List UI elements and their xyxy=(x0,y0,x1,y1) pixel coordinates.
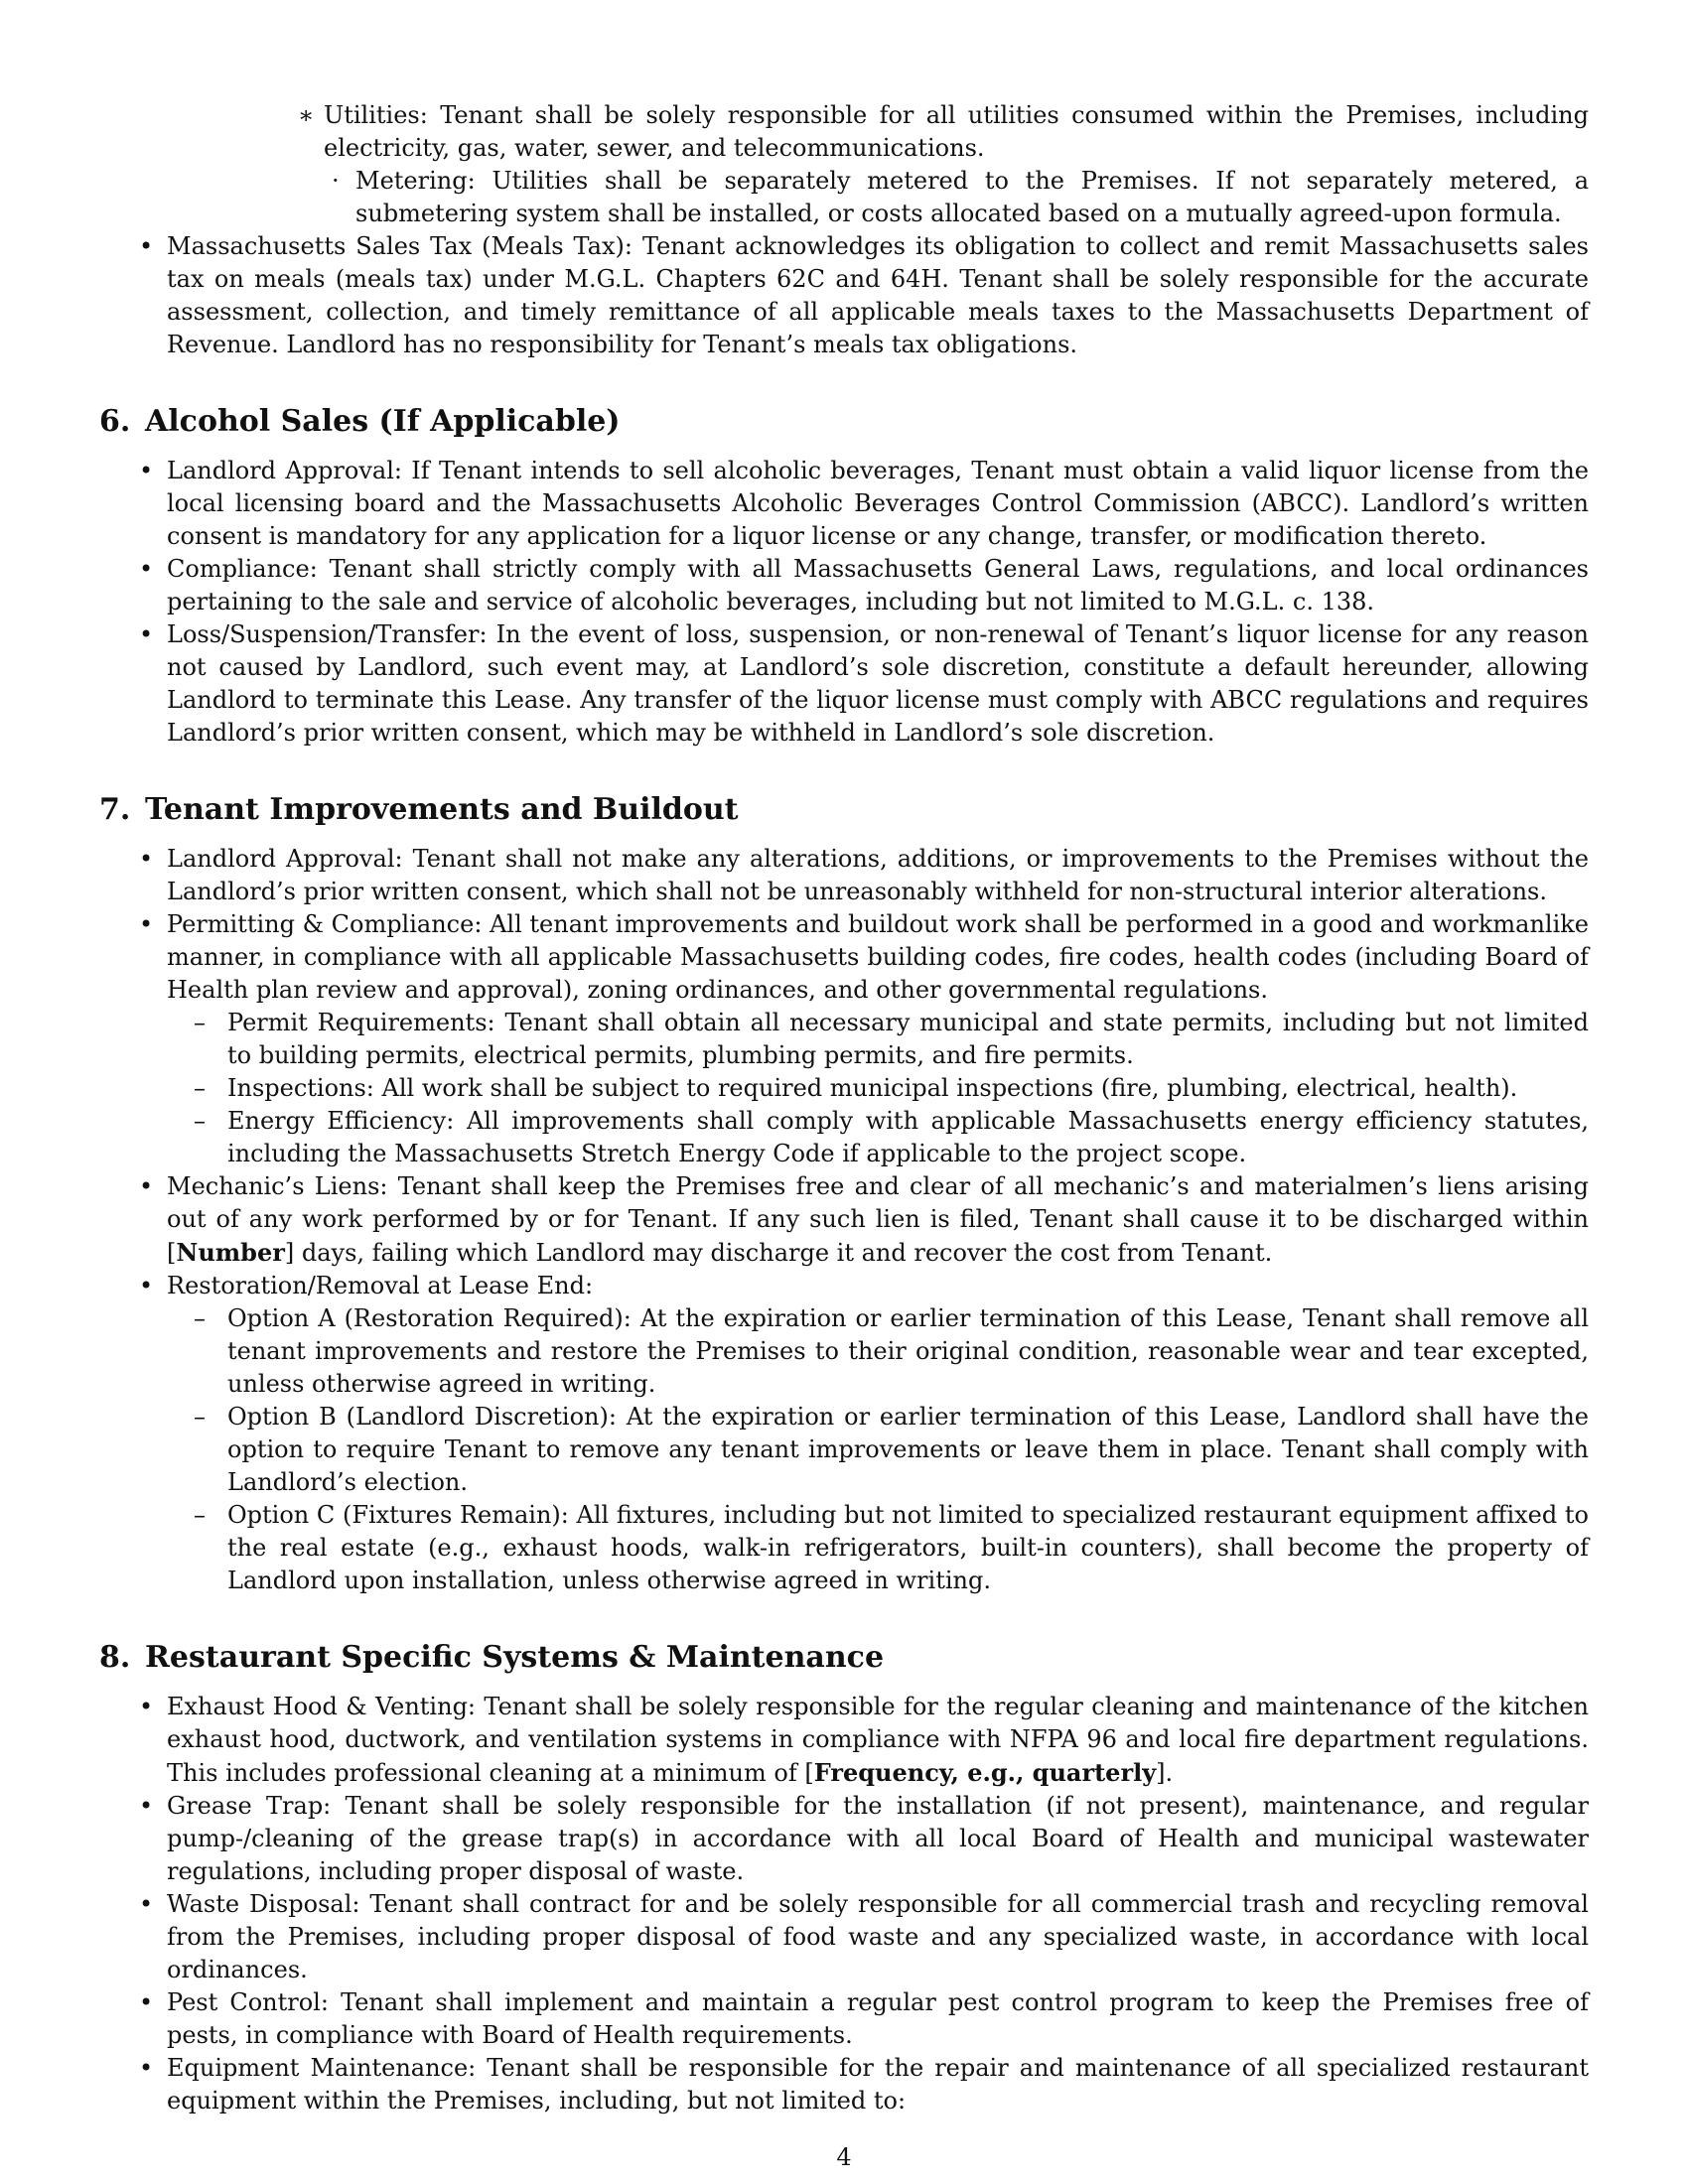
restoration-sublist xyxy=(167,1302,1589,1597)
bullet-marker: • xyxy=(139,845,154,873)
item-text: All work shall be subject to required municipal inspections (fire, plumbing, electrical, health). xyxy=(381,1074,1518,1102)
bullet-marker: • xyxy=(139,232,154,260)
item-label: Permit Requirements: xyxy=(227,1009,495,1036)
item-label: Landlord Approval: xyxy=(167,845,403,873)
list-item xyxy=(99,618,1589,750)
sub-list-item xyxy=(167,1072,1589,1105)
item-text: days, failing which Landlord may discharge it and recover the cost from Tenant. xyxy=(301,1239,1273,1267)
bullet-marker: • xyxy=(139,1272,154,1299)
list-item xyxy=(99,1270,1589,1597)
list-item xyxy=(99,230,1589,361)
item-text: In the event of loss, suspension, or non-renewal of Tenant’s liquor license for any reason not caused by Landlord, such event may, at Landlord’s sole discretion, constitute a default hereunder, allowing Landlord to terminate this Lease. Any transfer of the liquor license must comply with ABCC regulations and requires Landlord’s prior written consent, which may be withheld in Landlord’s sole discretion. xyxy=(167,620,1589,747)
placeholder-field: Frequency, e.g., quarterly xyxy=(813,1758,1157,1787)
item-label: Grease Trap: xyxy=(167,1792,332,1820)
item-label: Waste Disposal: xyxy=(167,1890,360,1918)
item-label: Energy Efficiency: xyxy=(227,1107,455,1135)
item-label: Restoration/Removal at Lease End: xyxy=(167,1272,594,1299)
placeholder-field: Number xyxy=(176,1238,285,1267)
dash-marker: – xyxy=(194,1009,206,1036)
item-label: Loss/Suspension/Transfer: xyxy=(167,620,488,648)
item-text: At the expiration or earlier termination of this Lease, Tenant shall remove all tenant improvements and restore the Premises to their original condition, reasonable wear and tear excepted, unless otherwise agreed in writing. xyxy=(227,1304,1589,1398)
section-heading xyxy=(99,403,1589,441)
dash-marker: – xyxy=(194,1074,206,1102)
utilities-list xyxy=(99,99,1589,230)
item-label: Landlord Approval: xyxy=(167,457,402,484)
item-text: Tenant shall implement and maintain a regular pest control program to keep the Premises free of pests, in compliance with Board of Health requirements. xyxy=(167,1988,1590,2049)
section-heading xyxy=(99,1639,1589,1677)
item-text: Tenant shall be solely responsible for the installation (if not present), maintenance, and regular pump-/cleaning of the grease trap(s) in accordance with all local Board of Health and municipal wastewater regulations, including proper disposal of waste. xyxy=(167,1792,1589,1885)
section-title: Tenant Improvements and Buildout xyxy=(145,792,739,827)
section-title: Restaurant Specific Systems & Maintenance xyxy=(145,1640,885,1675)
list-item xyxy=(280,99,1589,230)
item-text: Tenant shall strictly comply with all Massachusetts General Laws, regulations, and local ordinances pertaining to the sale and service of alcoholic beverages, including but not limited to M.G.L. c. 138. xyxy=(167,555,1589,615)
item-label: Massachusetts Sales Tax (Meals Tax): xyxy=(167,232,633,260)
page-content xyxy=(99,99,1589,2117)
item-text: Tenant shall be responsible for the repair and maintenance of all specialized restaurant equipment within the Premises, including, but not limited to: xyxy=(167,2054,1589,2115)
list-item: • Mechanic’s Liens: Tenant shall keep the Premises free and clear of all mechanic’s and materialmen’s liens arising out of any work performed by or for Tenant. If any such lien is filed, Tenant shall cause it to be discharged within [Number] days, failing which Landlord may discharge it and recover the cost from Tenant. xyxy=(139,1172,1589,1267)
sub-list-item xyxy=(167,1302,1589,1401)
item-label: Option A (Restoration Required): xyxy=(227,1304,632,1332)
list-item xyxy=(99,1790,1589,1888)
bullet-marker: • xyxy=(139,457,154,484)
item-text: Tenant shall keep the Premises free and clear of all mechanic’s and materialmen’s liens arising out of any work performed by or for Tenant. If any such lien is filed, Tenant shall cause it to be discharged within xyxy=(167,1172,1589,1233)
page-number: 4 xyxy=(836,2143,852,2171)
item-label: Option C (Fixtures Remain): xyxy=(227,1501,569,1529)
asterisk-marker: ∗ xyxy=(298,101,315,129)
item-label: Option B (Landlord Discretion): xyxy=(227,1403,617,1431)
permitting-sublist xyxy=(167,1007,1589,1170)
item-text: . xyxy=(1165,1759,1174,1787)
section6-list xyxy=(99,455,1589,750)
sub-list-item xyxy=(167,1499,1589,1597)
section7-list xyxy=(99,843,1589,1597)
bullet-marker: • xyxy=(139,1890,154,1918)
list-item xyxy=(99,1986,1589,2052)
item-text: All improvements shall comply with applicable Massachusetts energy efficiency statutes, including the Massachusetts Stretch Energy Code if applicable to the project scope. xyxy=(227,1107,1590,1167)
list-item xyxy=(324,165,1589,230)
item-text: Tenant shall obtain all necessary municipal and state permits, including but not limited to building permits, electrical permits, plumbing permits, and fire permits. xyxy=(227,1009,1590,1069)
item-label: Mechanic’s Liens: xyxy=(167,1172,388,1200)
item-label: Utilities: xyxy=(324,101,428,129)
bullet-marker: • xyxy=(139,2054,154,2082)
dash-marker: – xyxy=(194,1501,206,1529)
item-label: Exhaust Hood & Venting: xyxy=(167,1693,477,1720)
list-item xyxy=(99,1888,1589,1986)
bullet-marker: • xyxy=(139,1693,154,1720)
section5-list xyxy=(99,230,1589,361)
item-text: Tenant shall not make any alterations, additions, or improvements to the Premises without the Landlord’s prior written consent, which shall not be unreasonably withheld for non-structural interior alterations. xyxy=(167,845,1589,905)
sub-list-item xyxy=(167,1401,1589,1499)
item-text: All fixtures, including but not limited to specialized restaurant equipment affixed to the real estate (e.g., exhaust hoods, walk-in refrigerators, built-in counters), shall become the property of Landlord upon installation, unless otherwise agreed in writing. xyxy=(227,1501,1589,1594)
item-label: Compliance: xyxy=(167,555,318,583)
metering-list xyxy=(324,165,1589,230)
item-label: Pest Control: xyxy=(167,1988,329,2016)
dash-marker: – xyxy=(194,1304,206,1332)
section-number: 8. xyxy=(99,1640,131,1675)
item-text: Tenant shall contract for and be solely responsible for all commercial trash and recycling removal from the Premises, including proper disposal of food waste and any specialized waste, in accordance with local ordinances. xyxy=(167,1890,1589,1983)
list-item xyxy=(99,553,1589,618)
dash-marker: – xyxy=(194,1107,206,1135)
bullet-marker: • xyxy=(139,620,154,648)
list-item xyxy=(99,2052,1589,2117)
item-text: Utilities shall be separately metered to the Premises. If not separately metered, a submetering system shall be installed, or costs allocated based on a mutually agreed-upon formula. xyxy=(355,167,1590,227)
bullet-marker: • xyxy=(139,555,154,583)
bullet-marker: • xyxy=(139,910,154,938)
item-text: Tenant shall be solely responsible for all utilities consumed within the Premises, including electricity, gas, water, sewer, and telecommunications. xyxy=(324,101,1589,162)
item-label: Metering: xyxy=(355,167,476,195)
item-text: Tenant shall be solely responsible for the regular cleaning and maintenance of the kitchen exhaust hood, ductwork, and ventilation systems in compliance with NFPA 96 and local fire department regulations. This includes professional cleaning at a minimum of xyxy=(167,1693,1589,1787)
item-label: Equipment Maintenance: xyxy=(167,2054,477,2082)
bullet-marker: • xyxy=(139,1792,154,1820)
list-item xyxy=(99,908,1589,1170)
list-item xyxy=(99,843,1589,908)
section-title: Alcohol Sales (If Applicable) xyxy=(145,404,621,439)
list-item: • Exhaust Hood & Venting: Tenant shall be solely responsible for the regular cleaning and maintenance of the kitchen exhaust hood, ductwork, and ventilation systems in compliance with NFPA 96 and local fire department regulations. This includes professional cleaning at a minimum of [Frequency, e.g., quarterly]. xyxy=(139,1693,1589,1787)
item-label: Inspections: xyxy=(227,1074,374,1102)
section-number: 7. xyxy=(99,792,131,827)
dot-marker: · xyxy=(332,167,340,195)
section-heading xyxy=(99,791,1589,829)
item-text: If Tenant intends to sell alcoholic beverages, Tenant must obtain a valid liquor license from the local licensing board and the Massachusetts Alcoholic Beverages Control Commission (ABCC). Landlord’s written consent is mandatory for any application for a liquor license or any change, transfer, or modification thereto. xyxy=(167,457,1589,550)
sub-list-item xyxy=(167,1007,1589,1072)
list-item xyxy=(99,455,1589,553)
bullet-marker: • xyxy=(139,1988,154,2016)
item-label: Permitting & Compliance: xyxy=(167,910,483,938)
bullet-marker: • xyxy=(139,1172,154,1200)
section-number: 6. xyxy=(99,404,131,439)
section8-list xyxy=(99,1691,1589,2117)
item-text: At the expiration or earlier termination of this Lease, Landlord shall have the option to require Tenant to remove any tenant improvements or leave them in place. Tenant shall comply with Landlord’s election. xyxy=(227,1403,1589,1496)
dash-marker: – xyxy=(194,1403,206,1431)
item-text: All tenant improvements and buildout work shall be performed in a good and workmanlike manner, in compliance with all applicable Massachusetts building codes, fire codes, health codes (including Board of Health plan review and approval), zoning ordinances, and other governmental regulations. xyxy=(167,910,1589,1004)
item-text: Tenant acknowledges its obligation to collect and remit Massachusetts sales tax on meals (meals tax) under M.G.L. Chapters 62C and 64H. Tenant shall be solely responsible for the accurate assessment, collection, and timely remittance of all applicable meals taxes to the Massachusetts Department of Revenue. Landlord has no responsibility for Tenant’s meals tax obligations. xyxy=(167,232,1589,358)
sub-list-item xyxy=(167,1105,1589,1170)
